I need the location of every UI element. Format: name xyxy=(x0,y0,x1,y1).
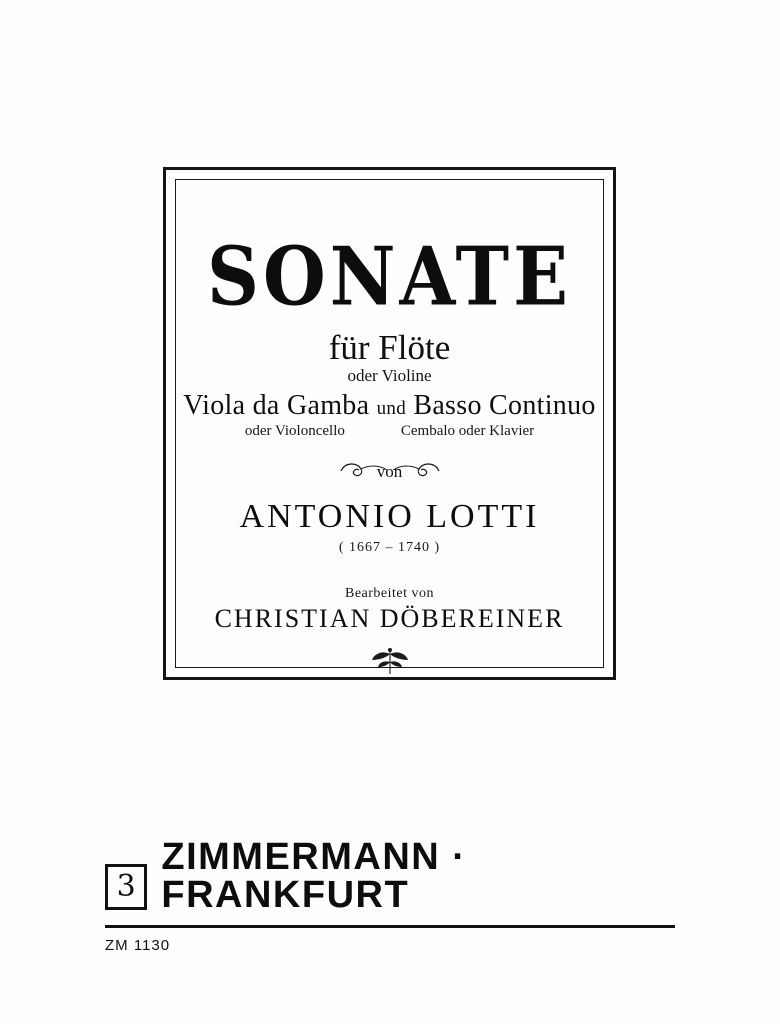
title-plate-border xyxy=(163,167,616,680)
composer-dates: ( 1667 – 1740 ) xyxy=(338,540,441,556)
composer-name: ANTONIO LOTTI xyxy=(239,498,540,536)
fleuron-icon xyxy=(360,644,420,678)
publisher-logo: 3 xyxy=(105,864,147,910)
publisher-name: ZIMMERMANN · FRANKFURT xyxy=(161,836,467,916)
title-plate-content xyxy=(166,170,613,677)
instrument-line-secondary xyxy=(166,391,613,422)
publisher-rule xyxy=(105,925,675,928)
instrument-alt-primary: oder Violine xyxy=(347,365,432,385)
arranger-label: Bearbeitet von xyxy=(344,586,435,602)
publisher-block xyxy=(105,838,675,954)
instrument-alt-cembalo: Cembalo oder Klavier xyxy=(400,423,535,440)
arranger-name: CHRISTIAN DÖBEREINER xyxy=(214,604,565,634)
instrument-basso-continuo: Basso Continuo xyxy=(413,390,596,422)
bottom-ornament xyxy=(166,644,613,678)
page-title: SONATE xyxy=(207,228,572,324)
instrument-alt-violoncello: oder Violoncello xyxy=(244,423,345,440)
instrument-viola-da-gamba: Viola da Gamba xyxy=(183,390,370,422)
publisher-row xyxy=(105,838,675,916)
by-word: von xyxy=(376,462,403,482)
instrument-alt-secondary-row xyxy=(166,423,613,440)
by-block xyxy=(166,452,613,496)
instrument-conjunction: und xyxy=(376,398,407,420)
plate-number: ZM 1130 xyxy=(105,937,171,954)
instrument-line-primary: für Flöte xyxy=(328,328,451,367)
